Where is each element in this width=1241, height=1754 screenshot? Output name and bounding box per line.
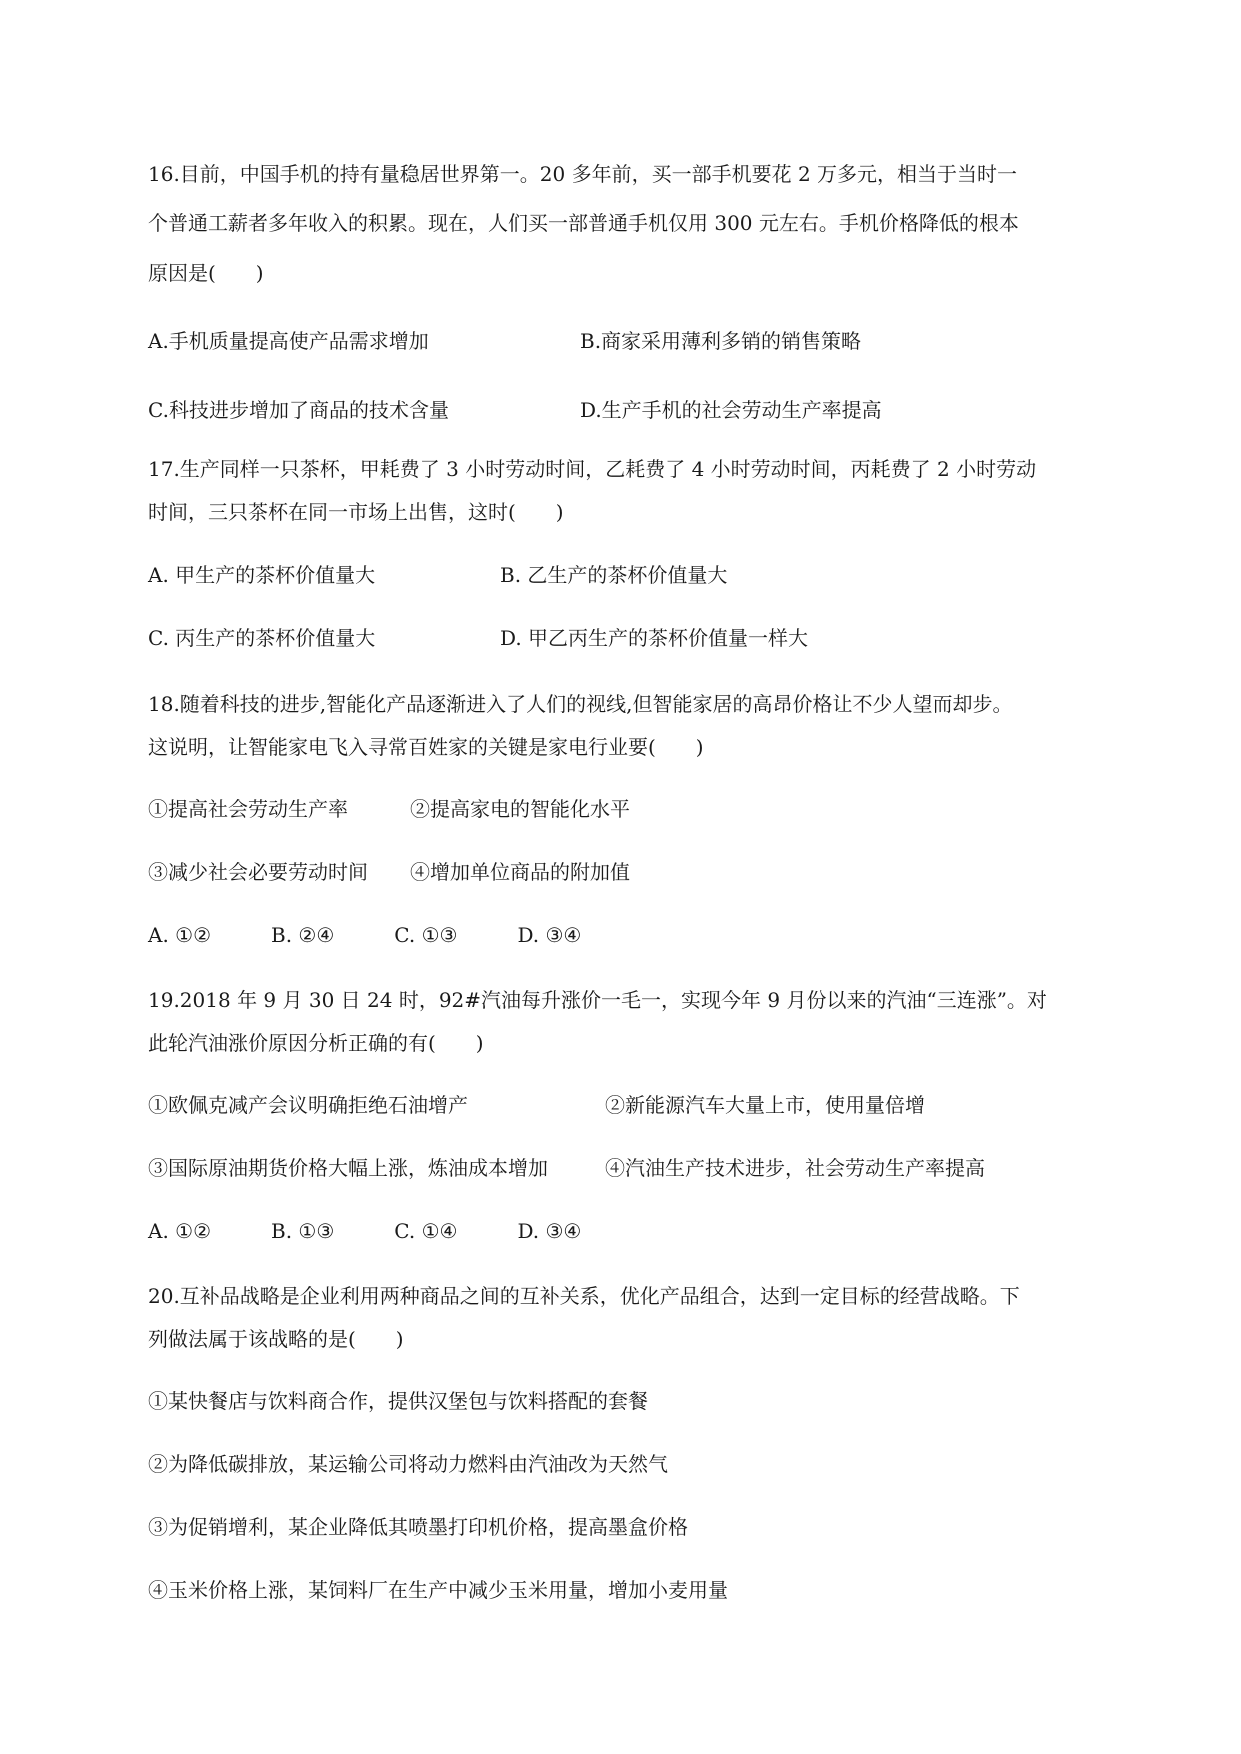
q16-option-c: C.科技进步增加了商品的技术含量 xyxy=(148,398,449,422)
q20-item-4: ④玉米价格上涨，某饲料厂在生产中减少玉米用量，增加小麦用量 xyxy=(148,1578,728,1602)
q20-stem-line-2: 列做法属于该战略的是( ) xyxy=(148,1327,404,1351)
q17-option-a: A. 甲生产的茶杯价值量大 xyxy=(148,563,376,587)
q17-stem-line-1: 17.生产同样一只茶杯，甲耗费了 3 小时劳动时间，乙耗费了 4 小时劳动时间，丙耗费了 2 小时劳动 xyxy=(148,457,1037,481)
q20-stem-line-1: 20.互补品战略是企业利用两种商品之间的互补关系，优化产品组合，达到一定目标的经营战略。下 xyxy=(148,1284,1020,1308)
q16-option-d: D.生产手机的社会劳动生产率提高 xyxy=(580,398,882,422)
q18-item-3: ③减少社会必要劳动时间 xyxy=(148,860,368,884)
q19-item-3: ③国际原油期货价格大幅上涨，炼油成本增加 xyxy=(148,1156,548,1180)
q18-item-2: ②提高家电的智能化水平 xyxy=(410,797,630,821)
q17-option-d: D. 甲乙丙生产的茶杯价值量一样大 xyxy=(500,626,809,650)
q17-option-c: C. 丙生产的茶杯价值量大 xyxy=(148,626,376,650)
q20-item-2: ②为降低碳排放，某运输公司将动力燃料由汽油改为天然气 xyxy=(148,1452,668,1476)
q19-stem-line-2: 此轮汽油涨价原因分析正确的有( ) xyxy=(148,1031,484,1055)
q18-stem-line-2: 这说明，让智能家电飞入寻常百姓家的关键是家电行业要( ) xyxy=(148,735,704,759)
q16-stem-line-1: 16.目前，中国手机的持有量稳居世界第一。20 多年前，买一部手机要花 2 万多元，相当于当时一 xyxy=(148,162,1018,186)
q16-option-a: A.手机质量提高使产品需求增加 xyxy=(148,329,429,353)
q16-stem-line-2: 个普通工薪者多年收入的积累。现在，人们买一部普通手机仅用 300 元左右。手机价格降低的根本 xyxy=(148,211,1019,235)
q19-choices: A. ①② B. ①③ C. ①④ D. ③④ xyxy=(148,1219,582,1243)
q17-stem-line-2: 时间，三只茶杯在同一市场上出售，这时( ) xyxy=(148,500,564,524)
q17-option-b: B. 乙生产的茶杯价值量大 xyxy=(500,563,728,587)
q16-stem-line-3: 原因是( ) xyxy=(148,261,264,285)
q19-item-1: ①欧佩克减产会议明确拒绝石油增产 xyxy=(148,1093,468,1117)
q18-stem-line-1: 18.随着科技的进步,智能化产品逐渐进入了人们的视线,但智能家居的高昂价格让不少人望而却步。 xyxy=(148,692,1013,716)
q19-item-4: ④汽油生产技术进步，社会劳动生产率提高 xyxy=(605,1156,985,1180)
q18-item-1: ①提高社会劳动生产率 xyxy=(148,797,348,821)
q16-option-b: B.商家采用薄利多销的销售策略 xyxy=(580,329,862,353)
q18-choices: A. ①② B. ②④ C. ①③ D. ③④ xyxy=(148,923,582,947)
q20-item-1: ①某快餐店与饮料商合作，提供汉堡包与饮料搭配的套餐 xyxy=(148,1389,648,1413)
q19-item-2: ②新能源汽车大量上市，使用量倍增 xyxy=(605,1093,925,1117)
q20-item-3: ③为促销增利，某企业降低其喷墨打印机价格，提高墨盒价格 xyxy=(148,1515,688,1539)
q19-stem-line-1: 19.2018 年 9 月 30 日 24 时，92#汽油每升涨价一毛一，实现今年 9 月份以来的汽油“三连涨”。对 xyxy=(148,988,1047,1012)
q18-item-4: ④增加单位商品的附加值 xyxy=(410,860,630,884)
